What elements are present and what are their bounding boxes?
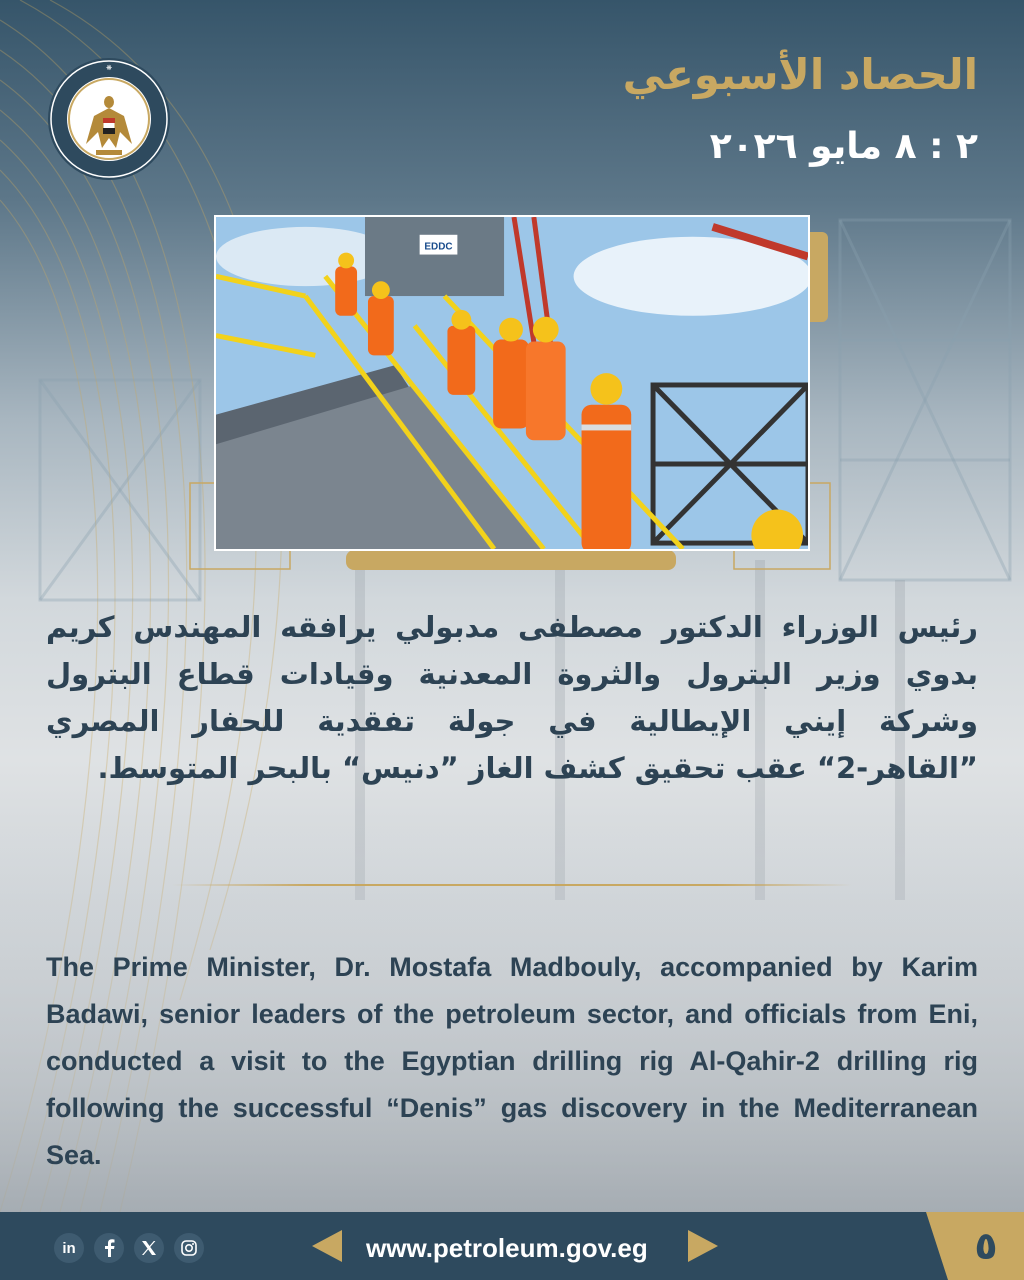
ministry-logo <box>46 56 172 182</box>
english-article-text: The Prime Minister, Dr. Mostafa Madbouly, accompanied by Karim Badawi, senior leaders of the petroleum sector, and officials from Eni, conducted a visit to the Egyptian drilling rig Al-Qahir-2 drilling rig following the successful “Denis” gas discovery in the Mediterranean Sea. <box>46 952 978 1170</box>
date-range: ٢ : ٨ مايو ٢٠٢٦ <box>709 126 978 167</box>
next-arrow-icon[interactable] <box>688 1230 718 1262</box>
linkedin-label: in <box>62 1239 76 1257</box>
ministry-seal-icon <box>46 56 172 182</box>
x-glyph-icon <box>141 1240 157 1256</box>
previous-arrow-icon[interactable] <box>312 1230 342 1262</box>
instagram-icon[interactable] <box>174 1233 204 1263</box>
x-icon[interactable] <box>134 1233 164 1263</box>
svg-text:❋: ❋ <box>106 64 112 72</box>
website-link[interactable]: www.petroleum.gov.eg <box>366 1233 648 1263</box>
facebook-icon[interactable] <box>94 1233 124 1263</box>
page-number: ٥ <box>948 1212 1024 1280</box>
page-number-accent <box>926 1212 948 1280</box>
rig-sign-text: EDDC <box>424 241 453 253</box>
facebook-glyph-icon <box>102 1239 116 1257</box>
section-divider <box>172 884 852 886</box>
instagram-glyph-icon <box>181 1240 197 1256</box>
news-photo <box>214 215 810 551</box>
page-title: الحصاد الأسبوعي <box>622 50 978 99</box>
arabic-article-text: رئيس الوزراء الدكتور مصطفى مدبولي يرافقه المهندس كريم بدوي وزير البترول والثروة المعدنية وقيادات قطاع البترول وشركة إيني الإيطالية في جولة تفقدية للحفار المصري ”القاهر-2“ عقب تحقيق كشف الغاز ”دنيس“ بالبحر المتوسط. <box>46 610 978 785</box>
rig-workers-photo <box>216 217 808 549</box>
linkedin-icon[interactable] <box>54 1233 84 1263</box>
